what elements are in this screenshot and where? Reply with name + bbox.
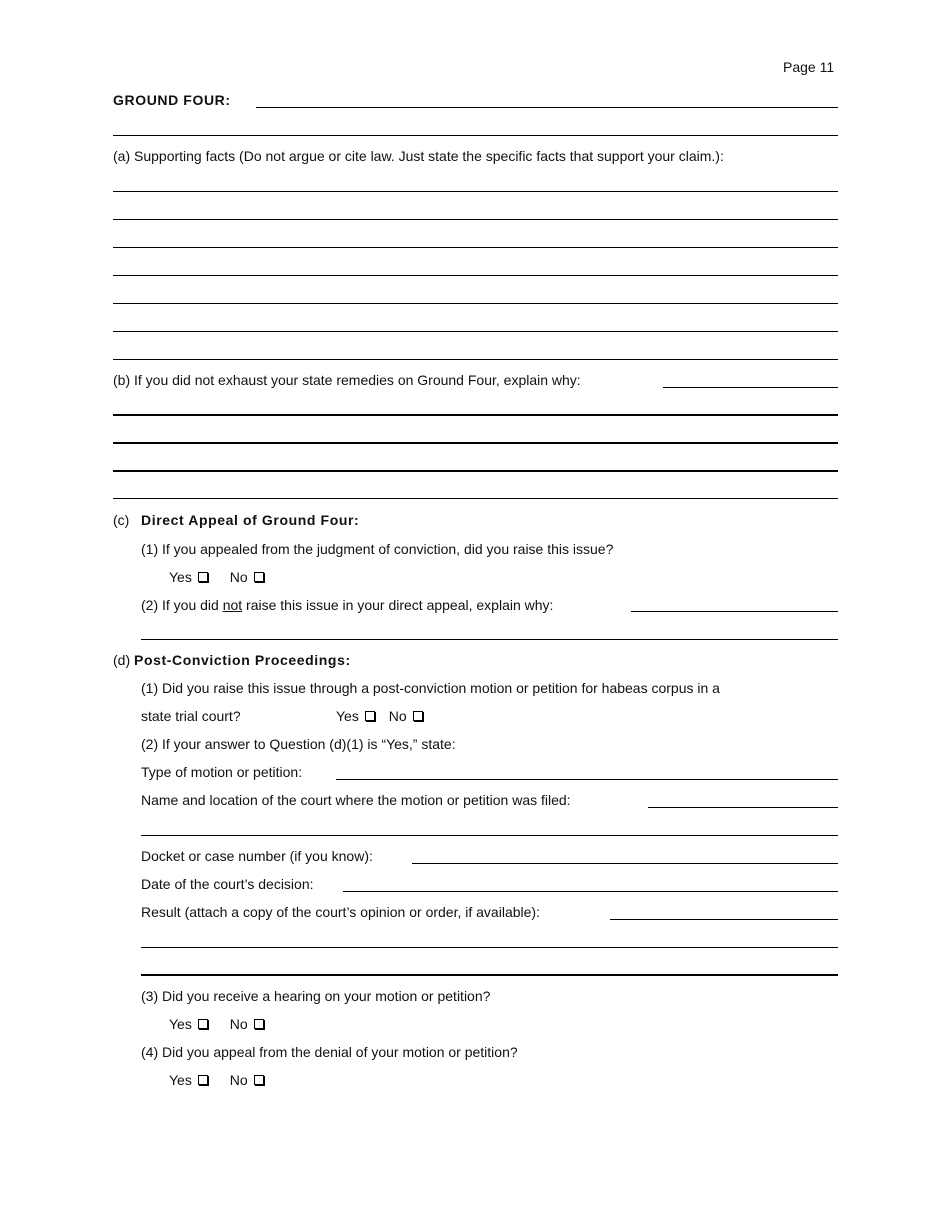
direct-appeal-explain-line-2[interactable] <box>141 639 838 640</box>
direct-appeal-q1-options <box>169 569 264 585</box>
yes-checkbox[interactable] <box>198 1075 208 1085</box>
direct-appeal-prefix: (c) <box>113 512 130 528</box>
yes-option: Yes <box>169 569 208 585</box>
post-conviction-section: (d) Post-Conviction Proceedings: <box>113 652 351 668</box>
motion-type-label: Type of motion or petition: <box>141 764 303 780</box>
post-conviction-q2: (2) If your answer to Question (d)(1) is “Yes,” state: <box>141 736 456 752</box>
yes-checkbox[interactable] <box>198 1019 208 1029</box>
court-line[interactable] <box>648 807 838 808</box>
direct-appeal-q2: (2) If you did not raise this issue in your direct appeal, explain why: <box>141 597 554 613</box>
exhaust-remedies-line[interactable] <box>663 387 838 388</box>
page-number: Page 11 <box>783 59 835 75</box>
supporting-facts-label: (a) Supporting facts (Do not argue or cite law. Just state the specific facts that support your claim.): <box>113 148 724 164</box>
ground-four-answer-line[interactable] <box>256 107 838 108</box>
supporting-facts-line[interactable] <box>113 275 838 276</box>
supporting-facts-line[interactable] <box>113 331 838 332</box>
direct-appeal-explain-line[interactable] <box>631 611 838 612</box>
post-conviction-title: Post-Conviction Proceedings: <box>134 652 351 668</box>
ground-four-answer-line-2[interactable] <box>113 135 838 136</box>
supporting-facts-line[interactable] <box>113 303 838 304</box>
decision-date-line[interactable] <box>343 891 838 892</box>
result-line[interactable] <box>610 919 838 920</box>
exhaust-remedies-label: (b) If you did not exhaust your state remedies on Ground Four, explain why: <box>113 372 581 388</box>
appeal-denial-options <box>169 1072 264 1088</box>
exhaust-remedies-line[interactable] <box>113 442 838 444</box>
result-line-3[interactable] <box>141 974 838 976</box>
appeal-denial-question: (4) Did you appeal from the denial of your motion or petition? <box>141 1044 518 1060</box>
post-conviction-q1-line2: state trial court? <box>141 708 241 724</box>
supporting-facts-line[interactable] <box>113 191 838 192</box>
post-conviction-q1-options <box>336 708 423 724</box>
docket-label: Docket or case number (if you know): <box>141 848 373 864</box>
no-option: No <box>230 1072 264 1088</box>
court-label: Name and location of the court where the motion or petition was filed: <box>141 792 571 808</box>
exhaust-remedies-line[interactable] <box>113 498 838 499</box>
ground-four-label: GROUND FOUR: <box>113 92 231 108</box>
no-option: No <box>230 569 264 585</box>
result-line-2[interactable] <box>141 947 838 948</box>
direct-appeal-title: Direct Appeal of Ground Four: <box>141 512 360 528</box>
supporting-facts-line[interactable] <box>113 219 838 220</box>
no-checkbox[interactable] <box>254 572 264 582</box>
exhaust-remedies-line[interactable] <box>113 414 838 416</box>
no-checkbox[interactable] <box>254 1075 264 1085</box>
decision-date-label: Date of the court’s decision: <box>141 876 314 892</box>
result-label: Result (attach a copy of the court’s opinion or order, if available): <box>141 904 540 920</box>
no-checkbox[interactable] <box>254 1019 264 1029</box>
yes-option: Yes <box>169 1016 208 1032</box>
yes-option: Yes <box>169 1072 208 1088</box>
no-option: No <box>389 708 423 724</box>
docket-line[interactable] <box>412 863 838 864</box>
court-line-2[interactable] <box>141 835 838 836</box>
yes-checkbox[interactable] <box>365 711 375 721</box>
hearing-options <box>169 1016 264 1032</box>
exhaust-remedies-line[interactable] <box>113 470 838 472</box>
no-option: No <box>230 1016 264 1032</box>
yes-checkbox[interactable] <box>198 572 208 582</box>
post-conviction-q1-line1: (1) Did you raise this issue through a post-conviction motion or petition for habeas corpus in a <box>141 680 720 696</box>
no-checkbox[interactable] <box>413 711 423 721</box>
direct-appeal-q1: (1) If you appealed from the judgment of conviction, did you raise this issue? <box>141 541 614 557</box>
yes-option: Yes <box>336 708 375 724</box>
motion-type-line[interactable] <box>336 779 838 780</box>
hearing-question: (3) Did you receive a hearing on your motion or petition? <box>141 988 491 1004</box>
supporting-facts-line[interactable] <box>113 247 838 248</box>
supporting-facts-line[interactable] <box>113 359 838 360</box>
